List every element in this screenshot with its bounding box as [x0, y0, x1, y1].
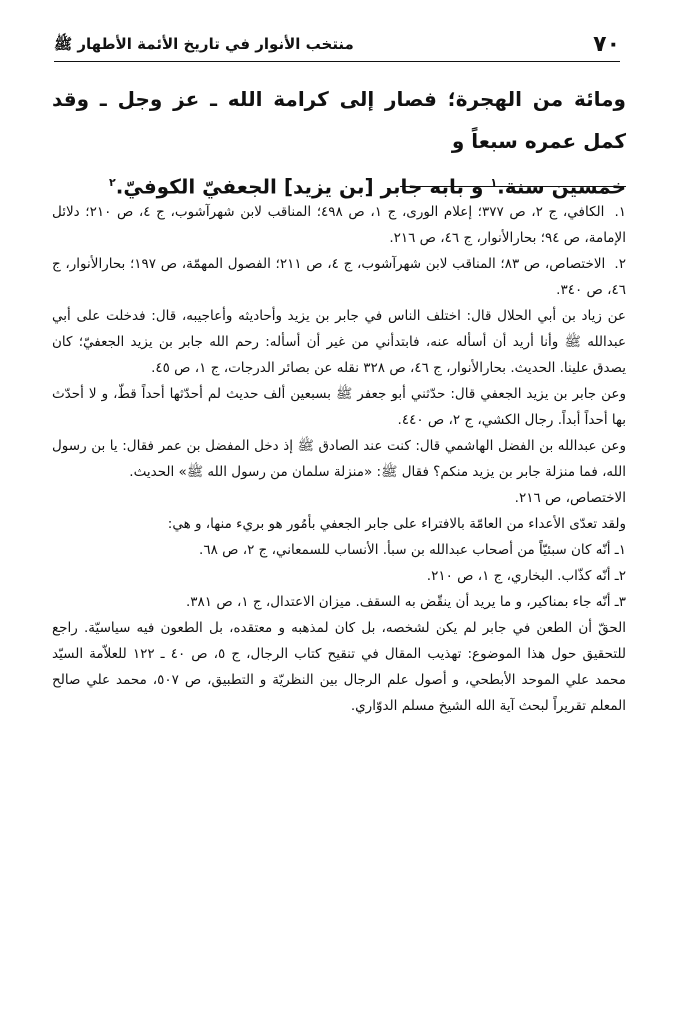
footnote-2: [52, 251, 626, 303]
footnote-ref[interactable]: ٢: [109, 176, 116, 189]
footnote-ref[interactable]: ١: [490, 176, 498, 189]
footnote-text: الكافي، ج ٢، ص ٣٧٧؛ إعلام الورى، ج ١، ص ٤٩٨؛ المناقب لابن شهرآشوب، ج ٤، ص ٢١٠؛ دلائل الإمامة، ص ٩٤؛ بحارالأنوار، ج ٤٦، ص ٢١٦.: [52, 204, 626, 246]
footnote-number: ١.: [614, 204, 627, 220]
footnote-paragraph: الاختصاص، ص ٢١٦.: [514, 490, 626, 506]
footnote-list-item: ٢ـ أنّه كذّاب. البخاري، ج ١، ص ٢١٠.: [426, 568, 626, 584]
footnote-list-item: ١ـ أنّه كان سبئيّاً من أصحاب عبدالله بن سبأ. الأنساب للسمعاني، ج ٢، ص ٦٨.: [199, 542, 626, 558]
page-number: ٧٠: [593, 32, 620, 57]
footnote-separator: [400, 186, 626, 187]
main-line-text: خمسين سنة.: [497, 174, 626, 199]
footnote-text: الاختصاص، ص ٨٣؛ المناقب لابن شهرآشوب، ج ٤، ص ٢١١؛ الفصول المهمّة، ص ١٩٧؛ بحارالأنوار، ج ٤٦، ص ٣٤٠.: [52, 256, 626, 298]
main-line: ومائة من الهجرة؛ فصار إلى كرامة الله ـ عز وجل ـ وقد كمل عمره سبعاً و: [52, 87, 626, 153]
footnote-paragraph: وعن جابر بن يزيد الجعفي قال: حدّثني أبو جعفر ﷺ بسبعين ألف حديث لم أحدّثها أحداً قطّ، و لا أحدّث بها أحداً أبداً. رجال الكشي، ج ٢، ص ٤٤٠.: [52, 386, 626, 428]
footnote-paragraph: وعن عبدالله بن الفضل الهاشمي قال: كنت عند الصادق ﷺ إذ دخل المفضل بن عمر فقال: يا بن رسول الله، فما منزلة جابر بن يزيد منكم؟ فقال ﷺ: «منزلة سلمان من رسول الله ﷺ» الحديث.: [52, 438, 626, 480]
footnote-number: ٢.: [614, 256, 626, 272]
footnote-paragraph: ولقد تعدّى الأعداء من العامّة بالافتراء على جابر الجعفي بأمُور هو بريء منها، و هي:: [167, 516, 626, 532]
footnote-list-item: ٣ـ أنّه جاء بمناكير، و ما يريد أن ينقّض به السقف. ميزان الاعتدال، ج ١، ص ٣٨١.: [186, 594, 626, 610]
main-text: [52, 78, 626, 208]
footnote-paragraph: عن زياد بن أبي الحلال قال: اختلف الناس في جابر بن يزيد وأحاديثه وأعاجيبه، قال: فدخلت على أبي عبدالله ﷺ وأنا أريد أن أسأله عنه، فابتدأني من غير أن أسأله: رحم الله جابر بن يزيد الجعفيّ؛ كان يصدق علينا. الحديث. بحارالأنوار، ج ٤٦، ص ٣٢٨ نقله عن بصائر الدرجات، ج ١، ص ٤٥.: [52, 308, 626, 376]
footnotes: [52, 199, 626, 719]
footnote-paragraph: الحقّ أن الطعن في جابر لم يكن لشخصه، بل كان لمذهبه و معتقده، بل الطعون فيه سياسيّة. راجع للتحقيق حول هذا الموضوع: تهذيب المقال في تنقيح كتاب الرجال، ج ٥، ص ٤٠ ـ ١٢٢ للعلاّمة السيّد محمد علي الموحد الأبطحي، و أصول علم الرجال بين النظريّة و التطبيق، ص ٥٠٧، محمد علي صالح المعلم تقريراً لبحث آية الله الشيخ مسلم الدوّاري.: [52, 620, 626, 714]
footnote-1: [52, 199, 626, 251]
running-header: [54, 30, 620, 62]
book-title: منتخب الأنوار في تاريخ الأئمة الأطهار ﷺ: [54, 35, 354, 53]
main-line-text: و بابه جابر [بن يزيد] الجعفيّ الكوفيّ.: [115, 174, 491, 199]
